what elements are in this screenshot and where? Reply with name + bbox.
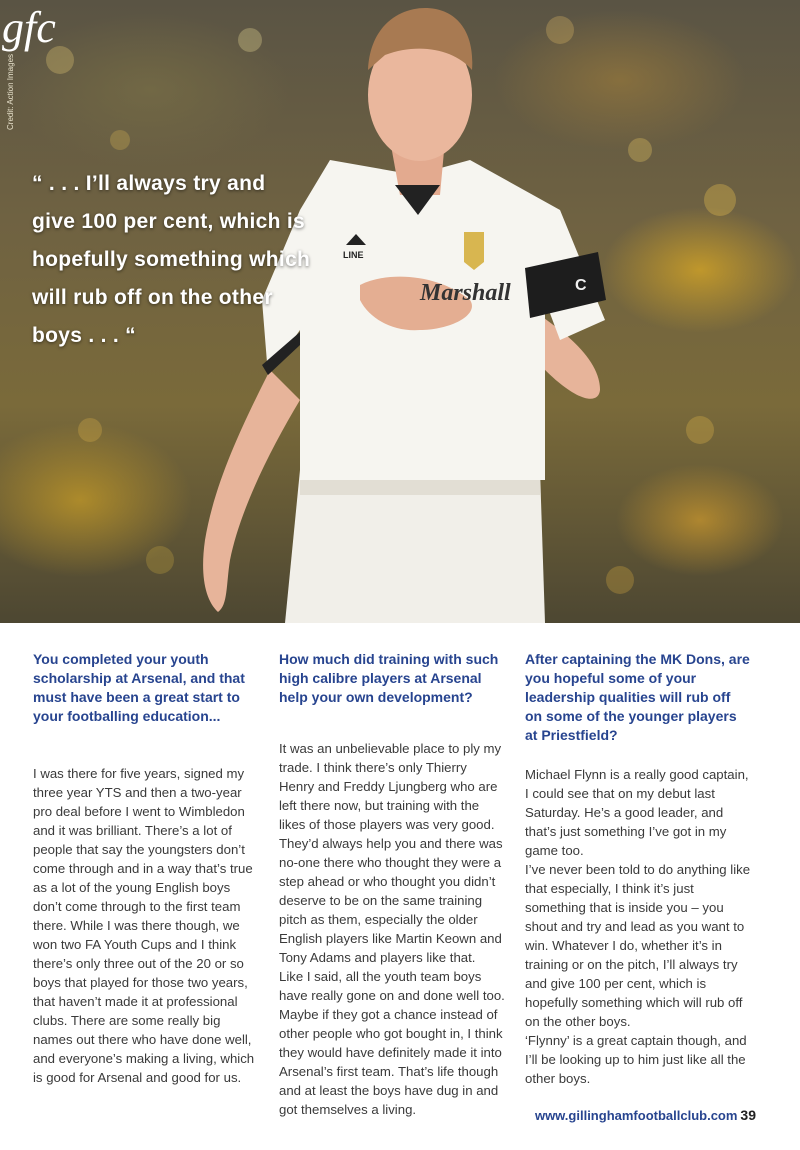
photo-credit [4, 45, 18, 135]
pull-quote: “ . . . I’ll always try and give 100 per cent, which is hopefully something which will rub off on the other boys . . . “ [32, 172, 311, 347]
answer-paragraph: I was there for five years, signed my three year YTS and then a two-year pro deal before I went to Wimbledon and it was brilliant. There’s a lot of people that say the youngsters don’t come through and in a way that’s true as a lot of the young English boys don’t come through to the first team there. While I was there though, we won two FA Youth Cups and I think there’s only three out of the 20 or so boys that played for those two years, that haven’t made it at professional clubs. There are some really big names out there who have done well, and everyone’s making a living, which is good for Arsenal and good for us. [33, 766, 255, 1085]
interview-column-1 [33, 650, 259, 1087]
photo-credit-text: Credit: Action Images [6, 53, 15, 130]
page-footer [535, 1107, 756, 1123]
club-logo [0, 0, 80, 56]
answer-text [525, 765, 751, 1088]
answer-paragraph: Michael Flynn is a really good captain, I could see that on my debut last Saturday. He’s a good leader, and that’s just something I’ve got in my game too. [525, 767, 749, 858]
footer-url[interactable]: www.gillinghamfootballclub.com [534, 1108, 738, 1123]
question-heading: After captaining the MK Dons, are you hopeful some of your leadership qualities will rub off on some of the younger players at Priestfield? [525, 651, 750, 743]
answer-paragraph: Like I said, all the youth team boys have really gone on and done well too. Maybe if they got a chance instead of other people who got bought in, I think they would have definitely made it into Arsenal’s first team. That’s life though and at least the boys have dug in and got themselves a living. [279, 969, 505, 1117]
answer-paragraph: ‘Flynny’ is a great captain though, and I’ll be looking up to him just like all the other boys. [525, 1033, 747, 1086]
question-heading: How much did training with such high calibre players at Arsenal help your own development? [279, 651, 499, 705]
interview-column-3 [525, 650, 751, 1088]
answer-paragraph: It was an unbelievable place to ply my trade. I think there’s only Thierry Henry and Freddy Ljungberg who are left there now, but training with the likes of those players was very good. They’d always help you and there was no-one there who thought they were a step ahead or who thought you didn’t deserve to be on the same training pitch as them, especially the older English players like Martin Keown and Tony Adams and players like that. [279, 741, 503, 965]
kit-brand-text: LINE [343, 250, 364, 260]
answer-text [33, 764, 259, 1087]
answer-text [279, 739, 505, 1119]
answer-paragraph: I’ve never been told to do anything like that especially, I think it’s just something that is inside you – you shout and try and lead as you want to win. Whatever I do, whether it’s in training or on the pitch, I’ll always try and give 100 per cent, which is hopefully something which will rub off on the other boys. [525, 862, 751, 1029]
shirt-sponsor-text: Marshall [420, 280, 511, 306]
page-number: 39 [740, 1107, 756, 1123]
interview-column-2 [279, 650, 505, 1119]
armband-text: C [575, 277, 587, 294]
club-logo-text: gfc [2, 3, 56, 52]
question-heading: You completed your youth scholarship at Arsenal, and that must have been a great start to your footballing education... [33, 651, 245, 724]
